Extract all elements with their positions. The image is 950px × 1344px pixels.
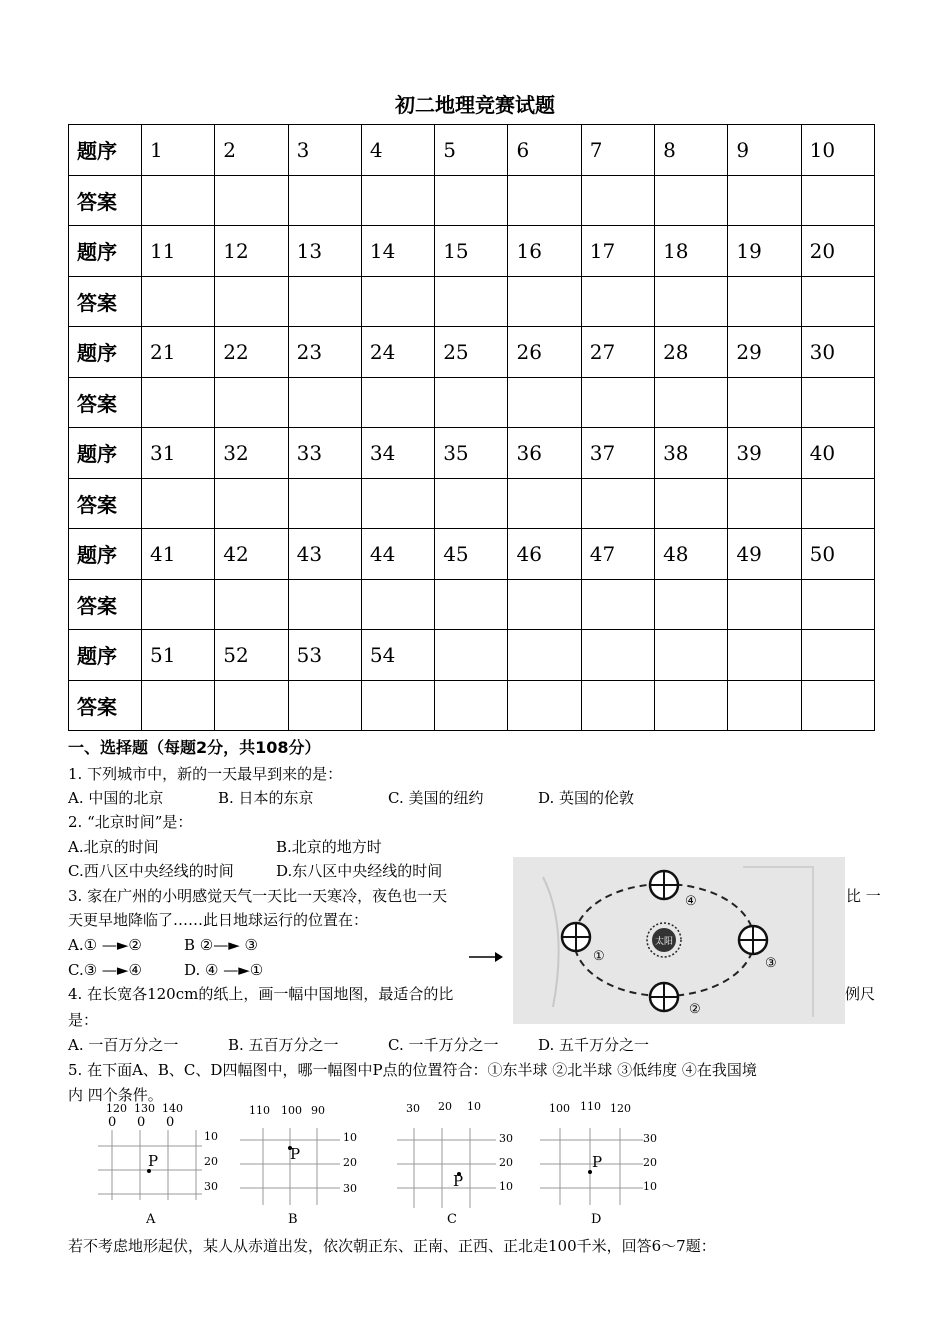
q3-option-c: C.③ —►④ (68, 961, 142, 979)
question-number-cell: 53 (288, 630, 361, 681)
answer-cell[interactable] (655, 276, 728, 327)
question-number-cell: 13 (288, 226, 361, 277)
answer-cell[interactable] (215, 680, 288, 731)
question-number-cell: 5 (435, 125, 508, 176)
question-number-cell: 6 (508, 125, 581, 176)
table-row-answer (69, 175, 875, 226)
answer-cell[interactable] (655, 680, 728, 731)
question-number-cell: 14 (361, 226, 434, 277)
question-number-cell: 26 (508, 327, 581, 378)
answer-cell[interactable] (581, 478, 654, 529)
answer-cell[interactable] (801, 680, 874, 731)
arrow-icon (469, 950, 503, 964)
answer-cell[interactable] (581, 579, 654, 630)
question-number-cell (728, 630, 801, 681)
answer-table (68, 124, 875, 731)
answer-cell[interactable] (728, 579, 801, 630)
table-row-number (69, 327, 875, 378)
answer-cell[interactable] (655, 579, 728, 630)
q3-stem-c: 天更早地降临了……此日地球运行的位置在： (68, 911, 369, 929)
question-number-cell: 36 (508, 428, 581, 479)
table-row-number (69, 125, 875, 176)
row-label-answer: 答案 (69, 579, 142, 630)
question-number-cell: 47 (581, 529, 654, 580)
answer-cell[interactable] (728, 478, 801, 529)
question-number-cell: 9 (728, 125, 801, 176)
question-number-cell: 34 (361, 428, 434, 479)
answer-cell[interactable] (288, 680, 361, 731)
answer-cell[interactable] (581, 175, 654, 226)
answer-cell[interactable] (142, 377, 215, 428)
grid-b (235, 1100, 365, 1230)
sun-label: 太阳 (654, 937, 674, 947)
table-row-answer (69, 377, 875, 428)
answer-cell[interactable] (435, 579, 508, 630)
q2-options-row1 (68, 837, 382, 857)
question-number-cell: 25 (435, 327, 508, 378)
answer-cell[interactable] (508, 478, 581, 529)
answer-cell[interactable] (142, 175, 215, 226)
answer-cell[interactable] (435, 680, 508, 731)
q1-option-b: B. 日本的东京 (218, 789, 314, 807)
grid-b-top-1: 100 (281, 1104, 302, 1117)
question-number-cell: 28 (655, 327, 728, 378)
orbit-position-label: ④ (685, 894, 697, 909)
q5-stem-b: 内 四个条件。 (68, 1086, 163, 1104)
answer-cell[interactable] (728, 276, 801, 327)
row-label-answer: 答案 (69, 377, 142, 428)
answer-cell[interactable] (581, 276, 654, 327)
grid-b-right-0: 10 (343, 1131, 357, 1144)
grid-d-point: P (592, 1153, 603, 1171)
answer-cell[interactable] (215, 579, 288, 630)
question-number-cell: 12 (215, 226, 288, 277)
q1-option-d: D. 英国的伦敦 (538, 789, 635, 807)
q1-options (68, 788, 634, 808)
table-row-answer (69, 478, 875, 529)
table-row-number (69, 226, 875, 277)
earth-icon (650, 871, 678, 899)
answer-cell[interactable] (581, 377, 654, 428)
question-number-cell: 20 (801, 226, 874, 277)
answer-cell[interactable] (435, 478, 508, 529)
answer-cell[interactable] (728, 680, 801, 731)
question-number-cell: 48 (655, 529, 728, 580)
grid-a-top-0: 120 (106, 1102, 127, 1115)
row-label-answer: 答案 (69, 478, 142, 529)
question-number-cell: 30 (801, 327, 874, 378)
grid-a-top-2: 140 (162, 1102, 183, 1115)
row-label-answer: 答案 (69, 680, 142, 731)
answer-cell[interactable] (655, 478, 728, 529)
earth-icon (650, 983, 678, 1011)
question-number-cell (581, 630, 654, 681)
question-number-cell: 29 (728, 327, 801, 378)
answer-cell[interactable] (508, 579, 581, 630)
q2-stem: 2. “北京时间”是： (68, 813, 193, 831)
row-label-number: 题序 (69, 125, 142, 176)
table-row-answer (69, 579, 875, 630)
q1-option-c: C. 美国的纽约 (388, 789, 484, 807)
grid-b-right-1: 20 (343, 1156, 357, 1169)
answer-cell[interactable] (508, 175, 581, 226)
answer-cell[interactable] (801, 377, 874, 428)
question-number-cell: 31 (142, 428, 215, 479)
answer-cell[interactable] (801, 175, 874, 226)
row-label-number: 题序 (69, 428, 142, 479)
grid-d-top-0: 100 (549, 1102, 570, 1115)
answer-cell[interactable] (435, 377, 508, 428)
orbit-position-label: ③ (765, 956, 777, 971)
question-number-cell: 7 (581, 125, 654, 176)
q6-7-intro: 若不考虑地形起伏，某人从赤道出发，依次朝正东、正南、正西、正北走100千米，回答6～7题： (68, 1237, 716, 1255)
answer-cell[interactable] (215, 478, 288, 529)
question-number-cell: 46 (508, 529, 581, 580)
answer-cell[interactable] (361, 377, 434, 428)
grid-d-top-1: 110 (580, 1100, 601, 1113)
answer-cell[interactable] (655, 175, 728, 226)
q3-option-a: A.① —►② (68, 936, 142, 954)
question-number-cell: 37 (581, 428, 654, 479)
question-number-cell: 42 (215, 529, 288, 580)
question-number-cell: 45 (435, 529, 508, 580)
grid-a-top-1: 130 (134, 1102, 155, 1115)
question-number-cell: 27 (581, 327, 654, 378)
grid-d-right-2: 10 (643, 1180, 657, 1193)
answer-cell[interactable] (142, 478, 215, 529)
question-number-cell: 22 (215, 327, 288, 378)
table-row-answer (69, 680, 875, 731)
grid-b-point: P (290, 1145, 301, 1163)
question-number-cell: 8 (655, 125, 728, 176)
grid-b-right-2: 30 (343, 1182, 357, 1195)
question-number-cell: 43 (288, 529, 361, 580)
grid-d-right-1: 20 (643, 1156, 657, 1169)
question-number-cell: 21 (142, 327, 215, 378)
q5-stem-a: 5. 在下面A、B、C、D四幅图中，哪一幅图中P点的位置符合：①东半球 ②北半球 ③低纬度 ④在我国境 (68, 1061, 757, 1079)
answer-cell[interactable] (435, 175, 508, 226)
answer-cell[interactable] (801, 478, 874, 529)
question-number-cell: 3 (288, 125, 361, 176)
earth-icon (739, 926, 767, 954)
grid-c-point: P (453, 1172, 464, 1190)
question-number-cell: 24 (361, 327, 434, 378)
question-number-cell (801, 630, 874, 681)
grid-b-top-0: 110 (249, 1104, 270, 1117)
grid-a-point: P (148, 1152, 159, 1170)
question-number-cell (435, 630, 508, 681)
question-number-cell: 1 (142, 125, 215, 176)
answer-cell[interactable] (288, 377, 361, 428)
row-label-answer: 答案 (69, 175, 142, 226)
orbit-position-label: ② (689, 1002, 701, 1017)
question-number-cell (508, 630, 581, 681)
grid-a (92, 1100, 222, 1230)
question-number-cell: 49 (728, 529, 801, 580)
table-row-answer (69, 276, 875, 327)
answer-cell[interactable] (288, 276, 361, 327)
q3-options-row2 (68, 960, 263, 980)
q4-option-c: C. 一千万分之一 (388, 1036, 499, 1054)
question-number-cell: 40 (801, 428, 874, 479)
answer-cell[interactable] (655, 377, 728, 428)
question-number-cell: 17 (581, 226, 654, 277)
answer-cell[interactable] (801, 276, 874, 327)
question-number-cell: 18 (655, 226, 728, 277)
grid-a-right-1: 20 (204, 1155, 218, 1168)
q2-option-a: A.北京的时间 (68, 838, 159, 856)
grid-c-top-2: 10 (467, 1100, 481, 1113)
q4-options (68, 1035, 649, 1055)
question-number-cell: 19 (728, 226, 801, 277)
question-number-cell: 16 (508, 226, 581, 277)
answer-cell[interactable] (215, 377, 288, 428)
grid-c-label: C (447, 1212, 457, 1227)
row-label-number: 题序 (69, 630, 142, 681)
q4-stem-a: 4. 在长宽各120cm的纸上，画一幅中国地图，最适合的比 (68, 985, 454, 1003)
question-number-cell (655, 630, 728, 681)
answer-cell[interactable] (142, 680, 215, 731)
answer-cell[interactable] (288, 478, 361, 529)
q3-option-d: D. ④ —►① (184, 961, 264, 979)
question-number-cell: 33 (288, 428, 361, 479)
grid-d-top-2: 120 (610, 1102, 631, 1115)
question-number-cell: 52 (215, 630, 288, 681)
grid-a-right-2: 30 (204, 1180, 218, 1193)
answer-cell[interactable] (508, 276, 581, 327)
answer-cell[interactable] (508, 377, 581, 428)
answer-cell[interactable] (288, 579, 361, 630)
answer-cell[interactable] (361, 579, 434, 630)
question-number-cell: 41 (142, 529, 215, 580)
grid-a-label: A (146, 1212, 156, 1227)
question-number-cell: 10 (801, 125, 874, 176)
question-number-cell: 15 (435, 226, 508, 277)
question-number-cell: 51 (142, 630, 215, 681)
q3-options-row1 (68, 935, 258, 955)
answer-cell[interactable] (728, 377, 801, 428)
answer-cell[interactable] (801, 579, 874, 630)
grid-d-right-0: 30 (643, 1132, 657, 1145)
grid-a-top2-2: 0 (166, 1115, 175, 1130)
question-number-cell: 4 (361, 125, 434, 176)
question-number-cell: 39 (728, 428, 801, 479)
grid-c-right-0: 30 (499, 1132, 513, 1145)
grid-a-top2-1: 0 (137, 1115, 146, 1130)
grid-c-right-2: 10 (499, 1180, 513, 1193)
earth-icon (562, 923, 590, 951)
q4-option-a: A. 一百万分之一 (68, 1036, 179, 1054)
grid-c-top-0: 30 (406, 1102, 420, 1115)
question-number-cell: 35 (435, 428, 508, 479)
grid-c (392, 1100, 522, 1230)
q3-stem-a: 3. 家在广州的小明感觉天气一天比一天寒冷，夜色也一天 (68, 887, 448, 905)
answer-cell[interactable] (215, 175, 288, 226)
q4-stem-b: 例尺 (845, 985, 876, 1003)
row-label-number: 题序 (69, 529, 142, 580)
q2-option-c: C.西八区中央经线的时间 (68, 862, 234, 880)
question-number-cell: 32 (215, 428, 288, 479)
answer-cell[interactable] (435, 276, 508, 327)
grid-d (535, 1100, 670, 1230)
answer-cell[interactable] (361, 175, 434, 226)
question-number-cell: 54 (361, 630, 434, 681)
table-row-number (69, 529, 875, 580)
table-row-number (69, 630, 875, 681)
answer-cell[interactable] (361, 276, 434, 327)
answer-cell[interactable] (581, 680, 654, 731)
row-label-number: 题序 (69, 226, 142, 277)
q1-option-a: A. 中国的北京 (68, 789, 164, 807)
question-number-cell: 50 (801, 529, 874, 580)
q2-option-d: D.东八区中央经线的时间 (276, 862, 443, 880)
q4-stem-c: 是： (68, 1011, 99, 1029)
answer-cell[interactable] (361, 478, 434, 529)
grid-b-top-2: 90 (311, 1104, 325, 1117)
question-number-cell: 38 (655, 428, 728, 479)
page-title: 初二地理竞赛试题 (395, 93, 555, 117)
grid-b-label: B (288, 1212, 298, 1227)
question-number-cell: 2 (215, 125, 288, 176)
q3-stem-b: 比 一 (846, 887, 881, 905)
answer-cell[interactable] (728, 175, 801, 226)
table-row-number (69, 428, 875, 479)
question-number-cell: 23 (288, 327, 361, 378)
q1-stem: 1. 下列城市中，新的一天最早到来的是： (68, 765, 343, 783)
grid-c-right-1: 20 (499, 1156, 513, 1169)
answer-cell[interactable] (288, 175, 361, 226)
row-label-number: 题序 (69, 327, 142, 378)
q4-option-d: D. 五千万分之一 (538, 1036, 650, 1054)
row-label-answer: 答案 (69, 276, 142, 327)
answer-cell[interactable] (508, 680, 581, 731)
grid-d-label: D (591, 1212, 602, 1227)
q3-option-b: B ②—► ③ (184, 936, 258, 954)
grid-a-right-0: 10 (204, 1130, 218, 1143)
answer-cell[interactable] (361, 680, 434, 731)
q4-option-b: B. 五百万分之一 (228, 1036, 339, 1054)
question-number-cell: 44 (361, 529, 434, 580)
earth-orbit-figure (513, 857, 845, 1024)
question-number-cell: 11 (142, 226, 215, 277)
grid-c-top-1: 20 (438, 1100, 452, 1113)
answer-cell[interactable] (142, 579, 215, 630)
answer-cell[interactable] (215, 276, 288, 327)
grid-a-top2-0: 0 (108, 1115, 117, 1130)
answer-cell[interactable] (142, 276, 215, 327)
orbit-position-label: ① (593, 949, 605, 964)
section-heading: 一、选择题（每题2分，共108分） (68, 738, 321, 757)
q2-option-b: B.北京的地方时 (276, 838, 382, 856)
q2-options-row2 (68, 861, 442, 881)
